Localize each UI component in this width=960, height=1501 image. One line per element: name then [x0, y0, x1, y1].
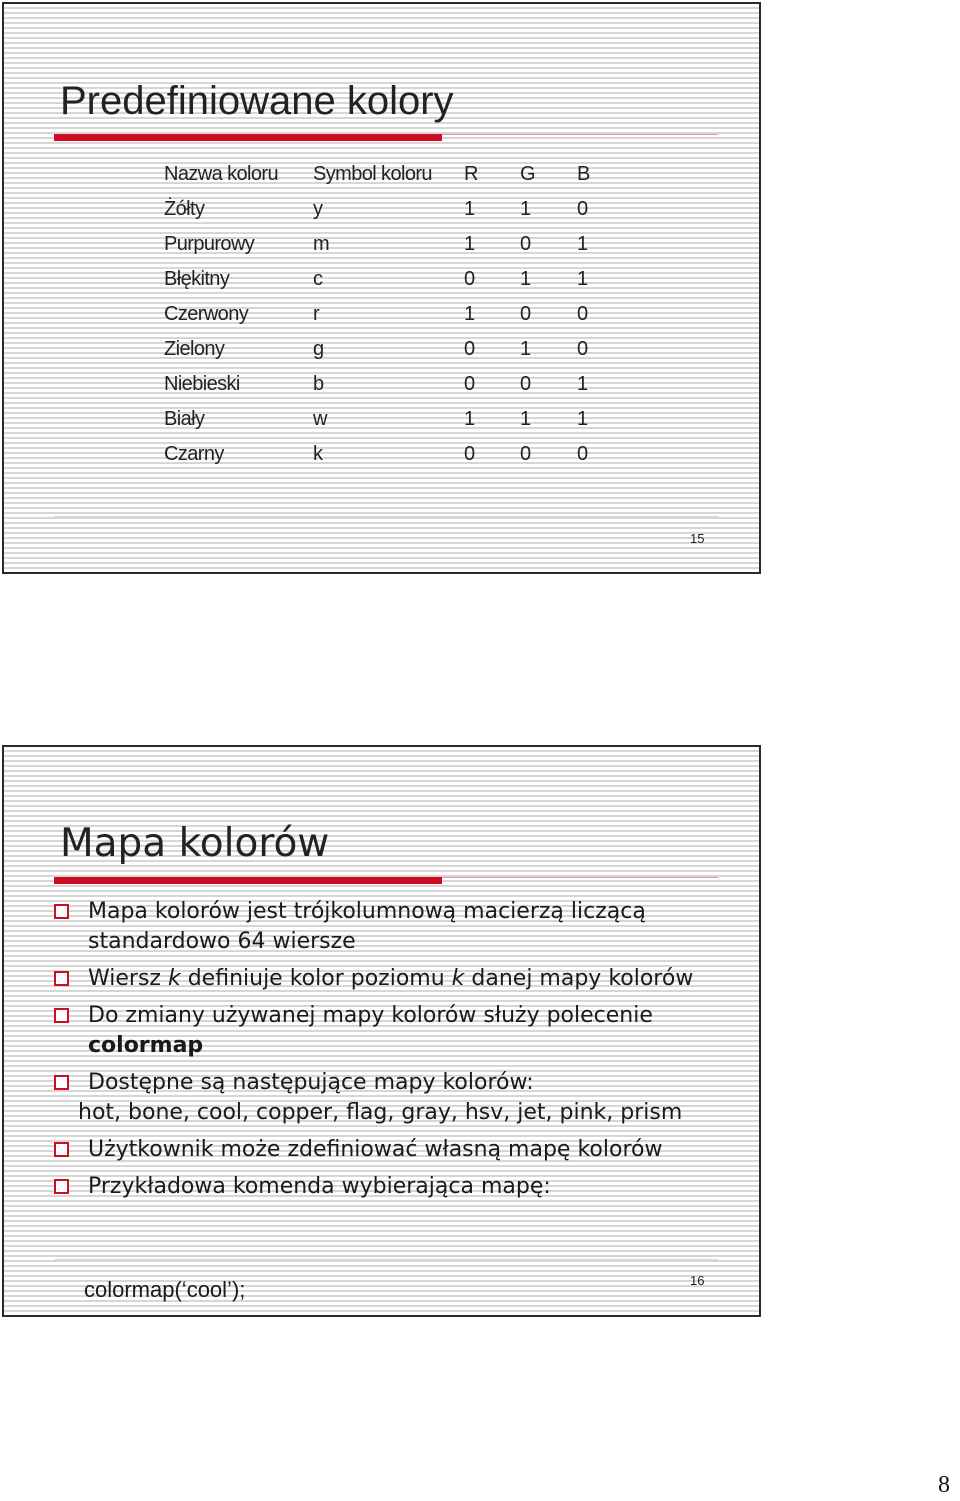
table-cell: 1: [577, 268, 588, 290]
table-row: [164, 297, 617, 332]
bullet-text: Wiersz: [88, 966, 168, 991]
table-cell: 1: [520, 268, 531, 290]
table-cell: r: [313, 303, 320, 325]
table-cell: 0: [577, 443, 588, 465]
table-cell: 0: [464, 443, 475, 465]
header-cell: Nazwa koloru: [164, 163, 278, 185]
table-cell: Purpurowy: [164, 233, 255, 255]
slide-predefined-colors: [2, 2, 761, 574]
table-cell: 0: [577, 198, 588, 220]
bullet-square-icon: [54, 971, 69, 986]
bullet-text: danej mapy kolorów: [464, 966, 694, 991]
table-cell: 1: [520, 338, 531, 360]
slide-page-number: 16: [690, 1273, 705, 1288]
table-cell: 0: [520, 233, 531, 255]
footer-line: [54, 1259, 718, 1260]
sheet-page-number: 8: [938, 1472, 950, 1498]
table-cell: 1: [577, 408, 588, 430]
table-cell: Zielony: [164, 338, 225, 360]
color-table: [164, 157, 617, 472]
header-cell: Symbol koloru: [313, 163, 432, 185]
table-cell: 1: [464, 408, 475, 430]
bullet-text: Do zmiany używanej mapy kolorów służy polecenie: [88, 1003, 653, 1028]
table-cell: g: [313, 338, 324, 360]
bullet-text-italic: k: [167, 966, 181, 991]
colormap-list: hot, bone, cool, copper, flag, gray, hsv, jet, pink, prism: [78, 1100, 683, 1125]
table-cell: m: [313, 233, 330, 255]
title-underline-thin: [442, 134, 718, 135]
table-cell: 0: [577, 338, 588, 360]
bullet-square-icon: [54, 904, 69, 919]
table-row: [164, 402, 617, 437]
table-cell: Czarny: [164, 443, 224, 465]
table-row: [164, 437, 617, 472]
table-cell: 0: [464, 268, 475, 290]
bullet-text: Użytkownik może zdefiniować własną mapę kolorów: [88, 1137, 663, 1162]
table-header-row: [164, 157, 617, 192]
table-cell: 1: [464, 233, 475, 255]
table-cell: 0: [464, 338, 475, 360]
header-cell: G: [520, 163, 535, 185]
table-cell: 1: [520, 198, 531, 220]
table-cell: Biały: [164, 408, 205, 430]
table-row: [164, 192, 617, 227]
slide-colormap: [2, 745, 761, 1317]
table-cell: 0: [520, 373, 531, 395]
table-row: [164, 332, 617, 367]
table-cell: Niebieski: [164, 373, 240, 395]
table-cell: Czerwony: [164, 303, 249, 325]
bullet-text-bold: colormap: [88, 1033, 204, 1058]
bullet-item: [48, 1172, 760, 1202]
table-cell: 1: [464, 198, 475, 220]
table-cell: 0: [520, 303, 531, 325]
bullet-text: definiuje kolor poziomu: [180, 966, 452, 991]
footer-line: [54, 516, 718, 517]
table-row: [164, 367, 617, 402]
bullet-item: [48, 897, 760, 957]
bullet-item: [48, 1001, 760, 1061]
table-cell: w: [313, 408, 327, 430]
table-cell: 1: [520, 408, 531, 430]
header-cell: R: [464, 163, 478, 185]
table-cell: c: [313, 268, 323, 290]
bullet-item: [48, 1068, 760, 1098]
title-underline-red: [54, 134, 442, 141]
bullet-square-icon: [54, 1075, 69, 1090]
slide-title: Predefiniowane kolory: [60, 79, 454, 123]
bullet-text: Przykładowa komenda wybierająca mapę:: [88, 1174, 551, 1199]
bullet-square-icon: [54, 1179, 69, 1194]
table-cell: 0: [520, 443, 531, 465]
table-row: [164, 227, 617, 262]
table-cell: 0: [464, 373, 475, 395]
table-cell: 1: [577, 233, 588, 255]
example-command: colormap(‘cool’);: [84, 1277, 246, 1302]
table-cell: 1: [577, 373, 588, 395]
table-cell: Błękitny: [164, 268, 230, 290]
title-underline-thin: [442, 877, 718, 878]
table-cell: k: [313, 443, 323, 465]
slide-page-number: 15: [690, 531, 705, 546]
table-cell: 0: [577, 303, 588, 325]
bullet-square-icon: [54, 1142, 69, 1157]
bullet-square-icon: [54, 1008, 69, 1023]
bullet-text-italic: k: [451, 966, 465, 991]
title-underline-red: [54, 877, 442, 884]
table-cell: 1: [464, 303, 475, 325]
table-row: [164, 262, 617, 297]
slide-title: Mapa kolorów: [60, 821, 330, 866]
table-cell: y: [313, 198, 323, 220]
bullet-item: [48, 964, 760, 994]
bullet-text: Dostępne są następujące mapy kolorów:: [88, 1070, 534, 1095]
bullet-text: Mapa kolorów jest trójkolumnową macierzą liczącą standardowo 64 wiersze: [88, 899, 646, 954]
bullet-continuation: [48, 1098, 760, 1128]
table-cell: b: [313, 373, 324, 395]
header-cell: B: [577, 163, 590, 185]
table-cell: Żółty: [164, 198, 205, 220]
bullet-list: [48, 897, 760, 1209]
bullet-item: [48, 1135, 760, 1165]
